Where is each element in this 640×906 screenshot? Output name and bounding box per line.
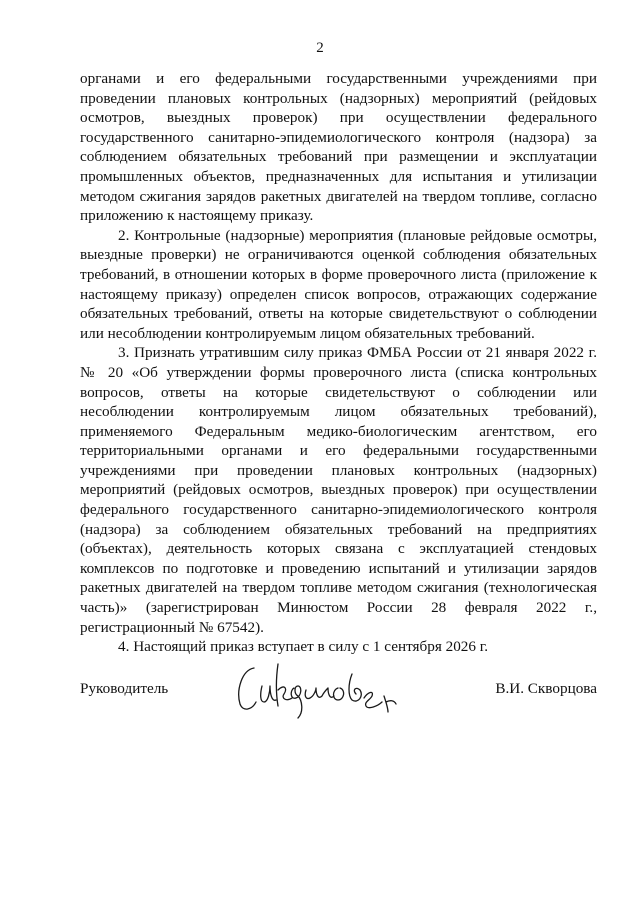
paragraph-item-2: 2. Контрольные (надзорные) мероприятия (плановые рейдовые осмотры, выездные проверки) не ограничиваются оценкой соблюдения обязательных требований, в отношении которых в форме проверочного листа (приложение к настоящему приказу) определен список вопросов, отражающих содержание обязательных требований, ответы на которые свидетельствуют о соблюдении или несоблюдении контролируемым лицом обязательных требований. xyxy=(80,226,597,342)
handwritten-signature xyxy=(232,660,432,722)
paragraph-item-3: 3. Признать утратившим силу приказ ФМБА России от 21 января 2022 г. № 20 «Об утверждении формы проверочного листа (списка контрольных вопросов, ответы на которые свидетельствуют о соблюдении или несоблюдении контролируемым лицом обязательных требований), применяемого Федеральным медико-биологическим агентством, его территориальными органами и его федеральными государственными учреждениями при проведении плановых контрольных (надзорных) мероприятий (рейдовых осмотров, выездных проверок) при осуществлении федерального государственного санитарно-эпидемиологического контроля (надзора) за соблюдением обязательных требований на предприятиях (объектах), деятельность которых связана с эксплуатацией стендовых комплексов по подготовке и проведению испытаний и утилизации зарядов ракетных двигателей на твердом топливе методом сжигания (технологическая часть)» (зарегистрирован Минюстом России 28 февраля 2022 г., регистрационный № 67542). xyxy=(80,344,597,636)
paragraph-continuation: органами и его федеральными государственными учреждениями при проведении плановых контрольных (надзорных) мероприятий (рейдовых осмотров, выездных проверок) при осуществлении федерального государственного санитарно-эпидемиологического контроля (надзора) за соблюдением обязательных требований при размещении и эксплуатации промышленных объектов, предназначенных для испытания и утилизации методом сжигания зарядов ракетных двигателей на твердом топливе, согласно приложению к настоящему приказу. xyxy=(80,70,597,225)
signer-name: В.И. Скворцова xyxy=(495,680,597,697)
document-body xyxy=(80,69,597,657)
page-number: 2 xyxy=(316,40,324,56)
paragraph-item-4: 4. Настоящий приказ вступает в силу с 1 сентября 2026 г. xyxy=(118,638,489,656)
signature-block xyxy=(80,660,597,730)
signer-position: Руководитель xyxy=(80,680,169,697)
